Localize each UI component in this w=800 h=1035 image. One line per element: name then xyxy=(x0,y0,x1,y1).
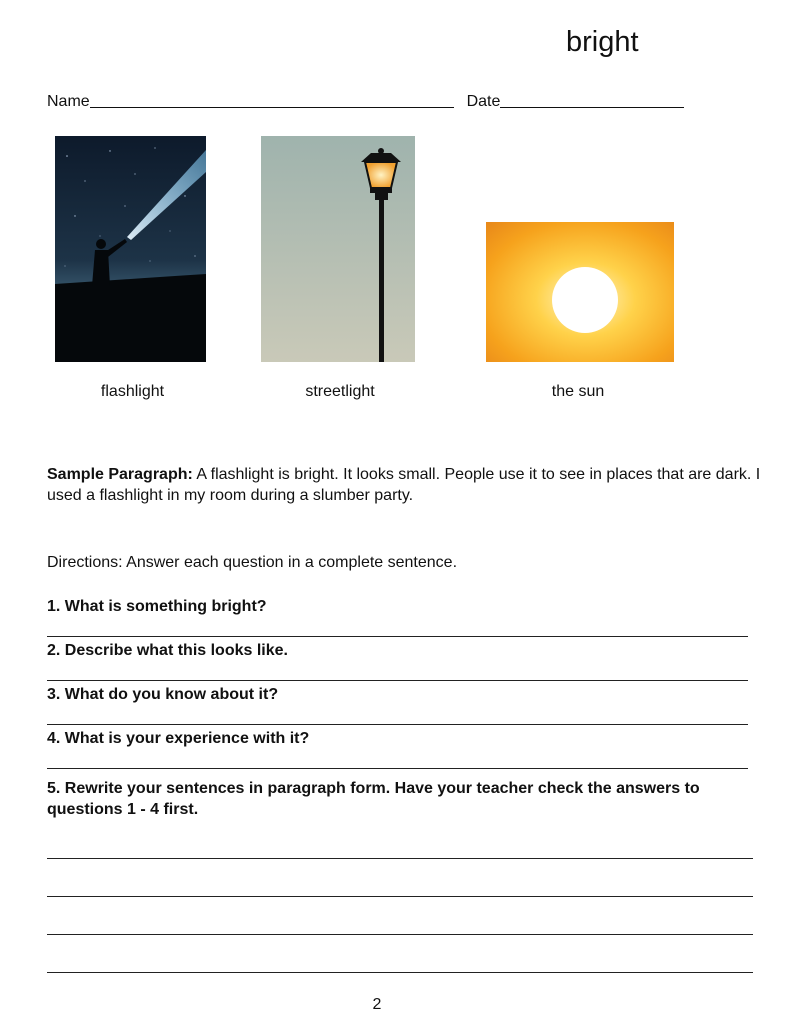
directions-text: Directions: Answer each question in a complete sentence. xyxy=(47,554,458,571)
paragraph-line-4[interactable] xyxy=(47,972,753,973)
sample-paragraph-label: Sample Paragraph: xyxy=(47,466,193,483)
flashlight-photo xyxy=(55,136,206,362)
name-date-row xyxy=(47,92,684,112)
worksheet-title: bright xyxy=(566,26,639,58)
sun-photo xyxy=(486,222,674,362)
flashlight-caption: flashlight xyxy=(100,383,165,400)
question-5: 5. Rewrite your sentences in paragraph form. Have your teacher check the answers to questions 1 - 4 first. xyxy=(47,780,700,818)
paragraph-line-2[interactable] xyxy=(47,896,753,897)
streetlight-caption: streetlight xyxy=(305,383,375,400)
paragraph-line-1[interactable] xyxy=(47,858,753,859)
question-4: 4. What is your experience with it? xyxy=(47,730,310,747)
sample-paragraph xyxy=(47,464,767,506)
answer-line-4[interactable] xyxy=(47,768,748,769)
sample-paragraph-text: A flashlight is bright. It looks small. People use it to see in places that are dark. I used a flashlight in my room during a slumber party. xyxy=(47,466,761,504)
paragraph-line-3[interactable] xyxy=(47,934,753,935)
name-blank[interactable] xyxy=(90,93,454,108)
sun-caption: the sun xyxy=(551,383,605,400)
date-label: Date xyxy=(466,93,501,110)
question-3: 3. What do you know about it? xyxy=(47,686,279,703)
question-2: 2. Describe what this looks like. xyxy=(47,642,288,659)
streetlight-photo xyxy=(261,136,415,362)
answer-line-3[interactable] xyxy=(47,724,748,725)
answer-line-2[interactable] xyxy=(47,680,748,681)
name-label: Name xyxy=(47,93,90,110)
answer-line-1[interactable] xyxy=(47,636,748,637)
date-blank[interactable] xyxy=(500,93,684,108)
question-1: 1. What is something bright? xyxy=(47,598,267,615)
page-number: 2 xyxy=(372,996,382,1013)
